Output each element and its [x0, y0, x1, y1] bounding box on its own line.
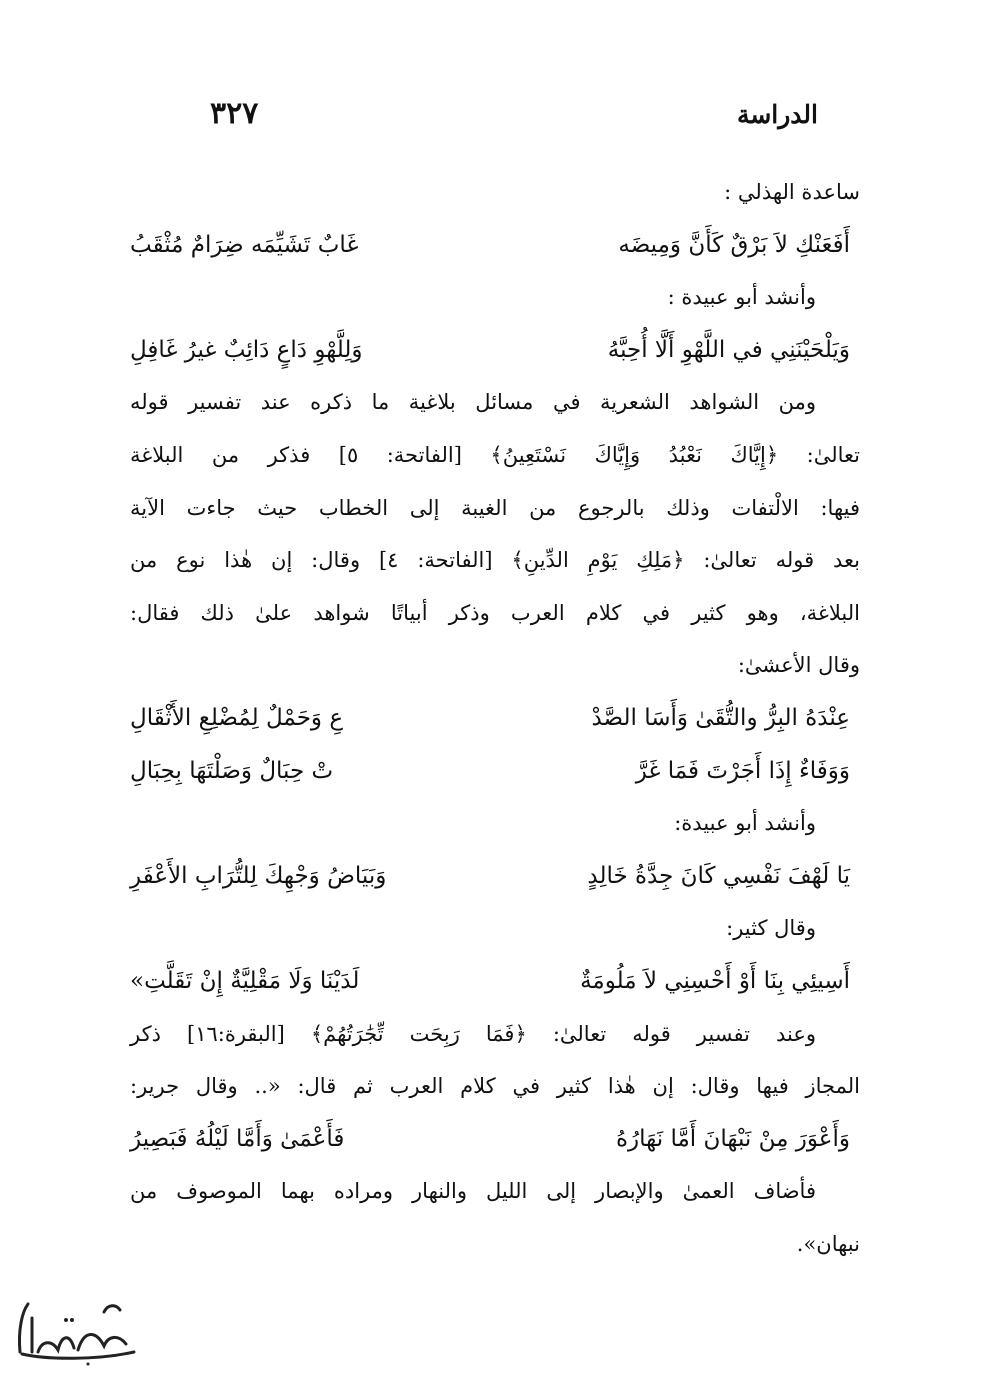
poetry-verse — [130, 692, 860, 745]
prose-line: ساعدة الهذلي : — [724, 180, 860, 204]
prose-line: وقال كثير: — [726, 916, 816, 941]
prose-line: وأنشد أبو عبيدة: — [674, 811, 816, 836]
prose-line: البلاغة، وهو كثير في كلام العرب وذكر أبياتًا شواهد علىٰ ذلك فقال: — [130, 600, 860, 625]
verse-first-hemistich: عِنْدَهُ البِرُّ والتُّقَىٰ وَأَسَا الصَّدْ — [591, 704, 850, 731]
poetry-verse — [130, 1113, 860, 1166]
verse-first-hemistich: وَوَفَاءٌ إِذَا أَجَرْتَ فَمَا غَرَّ — [635, 757, 850, 784]
watermark-logo — [8, 1290, 148, 1370]
verse-second-hemistich: غَابٌ تَشَيِّمَه ضِرَامٌ مُثْقَبُ — [130, 231, 359, 258]
verse-first-hemistich: وَأَعْوَرَ مِنْ نَبْهَانَ أَمَّا نَهَارُهُ — [615, 1125, 850, 1152]
prose-line: ومن الشواهد الشعرية في مسائل بلاغية ما ذكره عند تفسير قوله — [130, 390, 816, 415]
verse-second-hemistich: وَبَيَاضُ وَجْهِكَ لِلتُّرَابِ الأَعْفَرِ — [130, 862, 387, 889]
prose-line: وأنشد أبو عبيدة : — [667, 285, 816, 310]
verse-first-hemistich: أَفَعَنْكِ لاَ بَرْقٌ كَأَنَّ وَمِيضَه — [618, 231, 850, 258]
verse-second-hemistich: لَدَيْنَا وَلَا مَقْلِيَّةٌ إِنْ تَقَلَّتِ» — [130, 967, 360, 994]
poetry-verse — [130, 745, 860, 798]
page-header — [130, 96, 818, 140]
page-number: ٣٢٧ — [210, 96, 259, 131]
verse-first-hemistich: يَا لَهْفَ نَفْسِي كَانَ جِدَّةُ خَالِدٍ — [587, 862, 850, 889]
prose-line: المجاز فيها وقال: إن هٰذا كثير في كلام العرب ثم قال: «.. وقال جرير: — [130, 1074, 860, 1099]
verse-first-hemistich: أَسِيئِي بِنَا أَوْ أَحْسِنِي لاَ مَلُومَةٌ — [580, 967, 850, 994]
prose-line: بعد قوله تعالىٰ: ﴿مَلِكِ يَوْمِ الدِّينِ﴾ [الفاتحة: ٤] وقال: إن هٰذا نوع من — [130, 548, 860, 573]
verse-second-hemistich: فَأَعْمَىٰ وَأَمَّا لَيْلُهُ فَبَصِيرُ — [130, 1125, 345, 1152]
prose-line: فأضاف العمىٰ والإبصار إلى الليل والنهار ومراده بهما الموصوف من — [130, 1179, 816, 1204]
prose-line: نبهان». — [796, 1231, 860, 1256]
poetry-verse — [130, 219, 860, 272]
poetry-verse — [130, 324, 860, 377]
prose-line: وقال الأعشىٰ: — [737, 653, 860, 678]
section-title: الدراسة — [736, 100, 818, 129]
verse-first-hemistich: وَيَلْحَيْنَنِي في اللَّهْوِ أَلَّا أُحِبَّهُ — [607, 336, 850, 363]
prose-line: تعالىٰ: ﴿إِيَّاكَ نَعْبُدُ وَإِيَّاكَ نَسْتَعِينُ﴾ [الفاتحة: ٥] فذكر من البلاغة — [130, 442, 860, 467]
poetry-verse — [130, 850, 860, 903]
prose-line: فيها: الالْتفات وذلك بالرجوع من الغيبة إلى الخطاب حيث جاءت الآية — [130, 495, 860, 520]
prose-line: وعند تفسير قوله تعالىٰ: ﴿فَمَا رَبِحَت تِّجَٰرَتُهُمْ﴾ [البقرة:١٦] ذكر — [130, 1021, 817, 1046]
verse-second-hemistich: عِ وَحَمْلٌ لِمُضْلِعِ الأَثْقَالِ — [130, 704, 344, 731]
poetry-verse — [130, 955, 860, 1008]
verse-second-hemistich: تْ حِبَالٌ وَصَلْتَهَا بِحِبَالِ — [130, 757, 334, 784]
body-text — [130, 166, 860, 1270]
verse-second-hemistich: وَلِلَّهْوِ دَاعٍ دَائِبٌ غيرُ غَافِلِ — [130, 336, 363, 363]
